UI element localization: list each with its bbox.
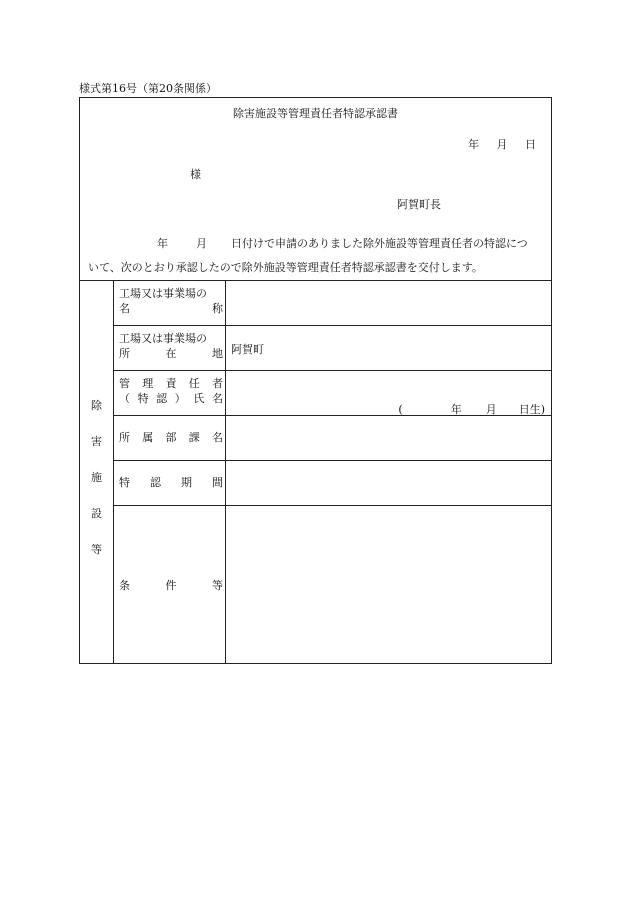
label-line (119, 430, 223, 445)
body-text-1: 日付けで申請のありました除外施設等管理責任者の特認につ (231, 237, 528, 250)
birth-day: 日生) (518, 403, 545, 416)
label-line (119, 301, 223, 316)
label-line (119, 578, 223, 593)
approval-period-label (119, 475, 223, 490)
label-char: 期 (181, 476, 192, 489)
body-month: 月 (196, 237, 207, 250)
date-year: 年 (468, 138, 479, 151)
side-column-divider (113, 280, 114, 664)
birth-date (398, 401, 545, 417)
body-text-line-2: いて、次のとおり承認したので除外施設等管理責任者特認承認書を交付します。 (88, 261, 483, 274)
side-char: 害 (91, 435, 102, 448)
form-number: 様式第16号（第20条関係） (79, 82, 217, 95)
label-char: 特 (119, 476, 130, 489)
label-char: 地 (212, 347, 223, 360)
birth-year: 年 (450, 403, 462, 416)
department-label (119, 430, 223, 445)
manager-name-label (119, 376, 223, 406)
label-line: 工場又は事業場の (119, 332, 207, 345)
date-month: 月 (496, 138, 508, 151)
label-char: 等 (212, 579, 223, 592)
label-line (119, 475, 223, 490)
label-char: 在 (165, 347, 177, 360)
row-divider (113, 505, 551, 506)
issue-date (454, 136, 536, 152)
label-char: 所 (119, 431, 130, 444)
label-char: （ (119, 392, 130, 405)
body-year: 年 (157, 237, 168, 250)
label-char: 認 (150, 476, 161, 489)
birth-month: 月 (485, 403, 497, 416)
side-char: 除 (91, 399, 102, 412)
label-char: 理 (142, 377, 154, 390)
label-char: 間 (212, 476, 223, 489)
issuer-name: 阿賀町長 (397, 198, 441, 211)
addressee-suffix: 様 (190, 168, 201, 181)
label-line (119, 346, 223, 361)
factory-name-label (119, 286, 223, 316)
side-char: 等 (91, 543, 102, 556)
label-char: 氏 (193, 392, 205, 405)
side-label-facility (80, 388, 113, 568)
birth-open-paren: ( (398, 403, 403, 416)
label-line (119, 391, 223, 406)
document-title: 除害施設等管理責任者特認承認書 (233, 107, 398, 120)
table-top-border (80, 280, 551, 281)
label-char: 件 (165, 579, 177, 592)
label-char: 課 (188, 431, 200, 444)
label-char: 管 (119, 377, 130, 390)
body-text-line-1 (157, 235, 528, 251)
side-char: 設 (91, 507, 102, 520)
label-char: 認 (156, 392, 168, 405)
date-day: 日 (525, 138, 536, 151)
label-line: 工場又は事業場の (119, 287, 207, 300)
label-char: 任 (188, 377, 200, 390)
row-divider (113, 370, 551, 371)
approval-form (79, 97, 552, 664)
row-divider (113, 325, 551, 326)
side-char: 施 (91, 471, 102, 484)
label-char: 条 (119, 579, 130, 592)
label-char: 特 (137, 392, 149, 405)
label-char: 者 (212, 377, 223, 390)
label-char: 責 (165, 377, 177, 390)
label-char: 名 (119, 302, 130, 315)
label-char: 所 (119, 347, 130, 360)
label-char: 属 (142, 431, 154, 444)
label-char: 部 (165, 431, 177, 444)
conditions-label (119, 578, 223, 593)
label-column-divider (225, 280, 226, 664)
label-char: 称 (212, 302, 223, 315)
label-char: ） (174, 392, 186, 405)
factory-location-label (119, 331, 223, 361)
label-line (119, 376, 223, 391)
label-char: 名 (211, 392, 223, 405)
factory-location-value: 阿賀町 (231, 343, 264, 356)
label-char: 名 (212, 431, 223, 444)
row-divider (113, 460, 551, 461)
